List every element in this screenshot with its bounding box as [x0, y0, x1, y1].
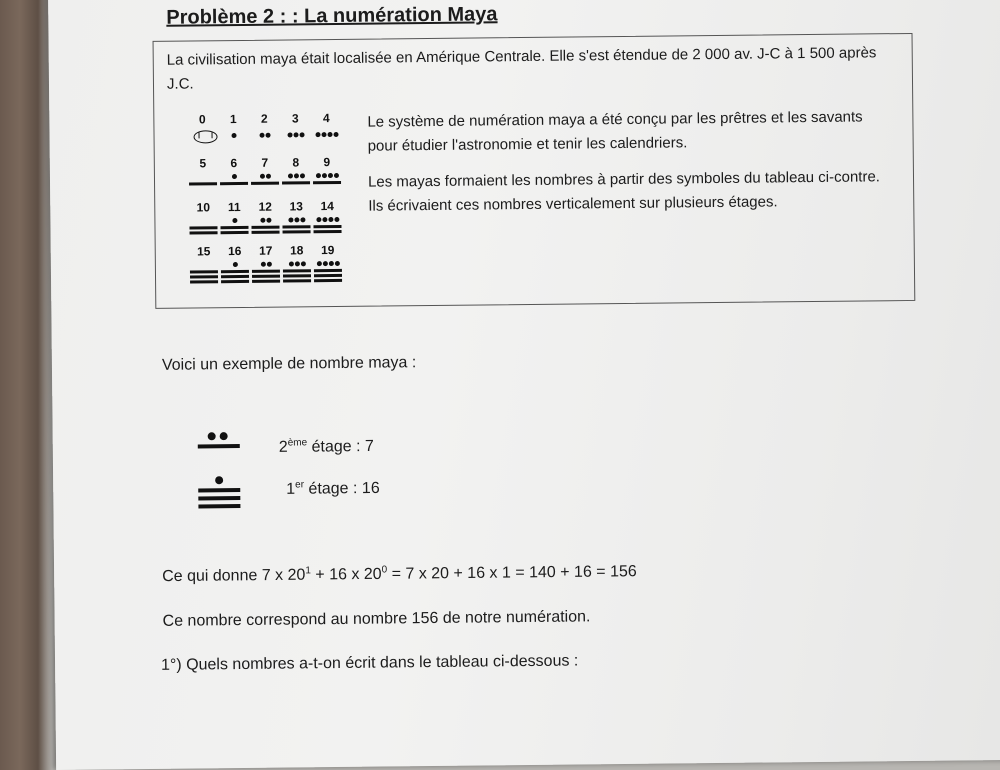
- maya-bar: [252, 270, 280, 273]
- numeral-label: 0: [198, 112, 206, 127]
- maya-bar: [190, 231, 218, 234]
- maya-numeral-cell: [281, 155, 311, 195]
- numeral-label: 13: [289, 199, 304, 214]
- maya-dot: [328, 261, 333, 266]
- maya-numeral-cell: [249, 112, 279, 152]
- numeral-label: 15: [196, 244, 211, 259]
- maya-bar: [313, 225, 341, 228]
- maya-dot: [266, 218, 271, 223]
- maya-bar: [198, 444, 240, 448]
- maya-bar: [198, 488, 240, 492]
- maya-numeral-cell: [250, 156, 280, 196]
- maya-bar: [221, 270, 249, 273]
- maya-dot: [294, 217, 299, 222]
- maya-bar: [282, 181, 310, 184]
- maya-numeral-table: [187, 111, 359, 293]
- correspondence-line: Ce nombre correspond au nombre 156 de notre numération.: [162, 608, 591, 630]
- maya-bar: [283, 230, 311, 233]
- maya-dot: [208, 432, 216, 440]
- maya-bar: [190, 270, 218, 273]
- maya-bar: [220, 182, 248, 185]
- maya-dot: [266, 262, 271, 267]
- maya-numeral-cell: [250, 200, 280, 240]
- maya-dot: [259, 174, 264, 179]
- maya-bar: [198, 496, 240, 500]
- maya-numeral-cell: [312, 155, 342, 195]
- maya-numeral-cell: [313, 243, 343, 283]
- intro-text: La civilisation maya était localisée en Amérique Centrale. Elle s'est étendue de 2 000 av. J-C à 1 500 après J.C.: [166, 44, 877, 93]
- maya-glyph-lower-stage: [198, 476, 240, 516]
- maya-dot: [287, 173, 292, 178]
- example-intro: Voici un exemple de nombre maya :: [161, 354, 417, 374]
- numeral-label: 9: [323, 155, 331, 170]
- maya-numeral-cell: [312, 199, 342, 239]
- numeral-label: 8: [292, 155, 300, 170]
- maya-bar: [314, 269, 342, 272]
- maya-bar: [314, 274, 342, 277]
- maya-numeral-cell: [281, 199, 311, 239]
- maya-bar: [189, 226, 217, 229]
- numeral-label: 16: [227, 243, 242, 259]
- maya-bar: [283, 274, 311, 277]
- upper-stage-label: 2ème étage : 7: [278, 437, 374, 456]
- maya-dot: [288, 261, 293, 266]
- maya-bar: [190, 275, 218, 278]
- maya-bar: [252, 280, 280, 283]
- maya-dot: [260, 218, 265, 223]
- numeral-label: 11: [227, 199, 241, 215]
- maya-dot: [327, 173, 332, 178]
- maya-dot: [220, 432, 228, 440]
- maya-bar: [221, 231, 249, 234]
- maya-dot: [328, 217, 333, 222]
- maya-dot: [321, 132, 326, 137]
- shell-icon: [193, 130, 217, 143]
- numeral-label: 4: [322, 111, 330, 126]
- maya-dot: [315, 132, 320, 137]
- maya-dot: [334, 217, 339, 222]
- maya-bar: [251, 182, 279, 185]
- maya-numeral-cell: [188, 156, 218, 196]
- description-paragraph-1: Le système de numération maya a été conçu par les prêtres et les savants pour étudier l'astronomie et tenir les calendriers.: [367, 108, 863, 155]
- maya-dot: [333, 173, 338, 178]
- maya-dot: [231, 133, 236, 138]
- maya-numeral-cell: [220, 244, 250, 284]
- maya-dot: [321, 173, 326, 178]
- maya-dot: [287, 132, 292, 137]
- maya-bar: [198, 504, 240, 508]
- numeral-label: 10: [196, 200, 211, 215]
- maya-dot: [334, 261, 339, 266]
- maya-numeral-cell: [219, 156, 249, 196]
- maya-dot: [333, 132, 338, 137]
- numeral-label: 6: [230, 156, 238, 171]
- maya-dot: [232, 262, 237, 267]
- maya-dot: [316, 217, 321, 222]
- maya-bar: [314, 230, 342, 233]
- maya-bar: [251, 226, 279, 229]
- maya-bar: [252, 275, 280, 278]
- maya-dot: [322, 217, 327, 222]
- maya-bar: [313, 181, 341, 184]
- numeral-label: 1: [229, 112, 237, 127]
- maya-bar: [283, 279, 311, 282]
- maya-numeral-cell: [280, 111, 310, 151]
- numeral-label: 12: [258, 199, 273, 214]
- maya-dot: [300, 261, 305, 266]
- description-paragraph-2: Les mayas formaient les nombres à partir des symboles du tableau ci-contre. Ils écrivaient ces nombres verticalement sur plusieurs étages.: [367, 168, 880, 215]
- problem-title: Problème 2 : : La numération Maya: [166, 3, 498, 29]
- maya-dot: [265, 174, 270, 179]
- maya-dot: [300, 217, 305, 222]
- maya-bar: [190, 280, 218, 283]
- numeral-label: 7: [261, 155, 269, 170]
- maya-dot: [232, 218, 237, 223]
- maya-bar: [282, 225, 310, 228]
- maya-numeral-cell: [188, 200, 218, 240]
- maya-dot: [294, 261, 299, 266]
- maya-dot: [327, 132, 332, 137]
- maya-bar: [221, 280, 249, 283]
- maya-bar: [314, 279, 342, 282]
- numeral-label: 18: [289, 243, 304, 258]
- maya-numeral-cell: [218, 112, 248, 152]
- maya-dot: [288, 217, 293, 222]
- lower-stage-label: 1er étage : 16: [286, 479, 380, 498]
- maya-bar: [252, 231, 280, 234]
- maya-dot: [299, 132, 304, 137]
- maya-dot: [315, 173, 320, 178]
- maya-glyph-upper-stage: [198, 430, 240, 450]
- maya-dot: [299, 173, 304, 178]
- maya-dot: [322, 261, 327, 266]
- maya-dot: [265, 133, 270, 138]
- maya-dot: [316, 261, 321, 266]
- numeral-label: 17: [258, 243, 273, 258]
- maya-numeral-cell: [282, 243, 312, 283]
- maya-dot: [293, 173, 298, 178]
- maya-numeral-cell: [219, 200, 249, 240]
- question-1: 1°) Quels nombres a-t-on écrit dans le tableau ci-dessous :: [160, 652, 579, 674]
- maya-numeral-cell: [251, 244, 281, 284]
- worksheet-page: [48, 0, 1000, 770]
- calculation-line: Ce qui donne 7 x $20^1 + 16$ x $20^0 = 7$ x 20 + 16 x 1 = 140 + 16 = 156: [162, 563, 637, 586]
- maya-numeral-cell: [189, 244, 219, 284]
- maya-dot: [260, 262, 265, 267]
- maya-dot: [293, 132, 298, 137]
- numeral-label: 2: [260, 111, 268, 126]
- maya-dot: [259, 133, 264, 138]
- maya-dot: [215, 476, 223, 484]
- maya-bar: [189, 182, 217, 185]
- numeral-label: 5: [199, 156, 207, 171]
- numeral-label: 14: [320, 199, 335, 214]
- maya-bar: [220, 226, 248, 229]
- maya-numeral-cell: [187, 112, 217, 152]
- maya-bar: [221, 275, 249, 278]
- numeral-label: 3: [291, 111, 299, 126]
- maya-bar: [283, 269, 311, 272]
- numeral-label: 19: [320, 243, 335, 258]
- maya-dot: [231, 174, 236, 179]
- maya-numeral-cell: [311, 111, 341, 151]
